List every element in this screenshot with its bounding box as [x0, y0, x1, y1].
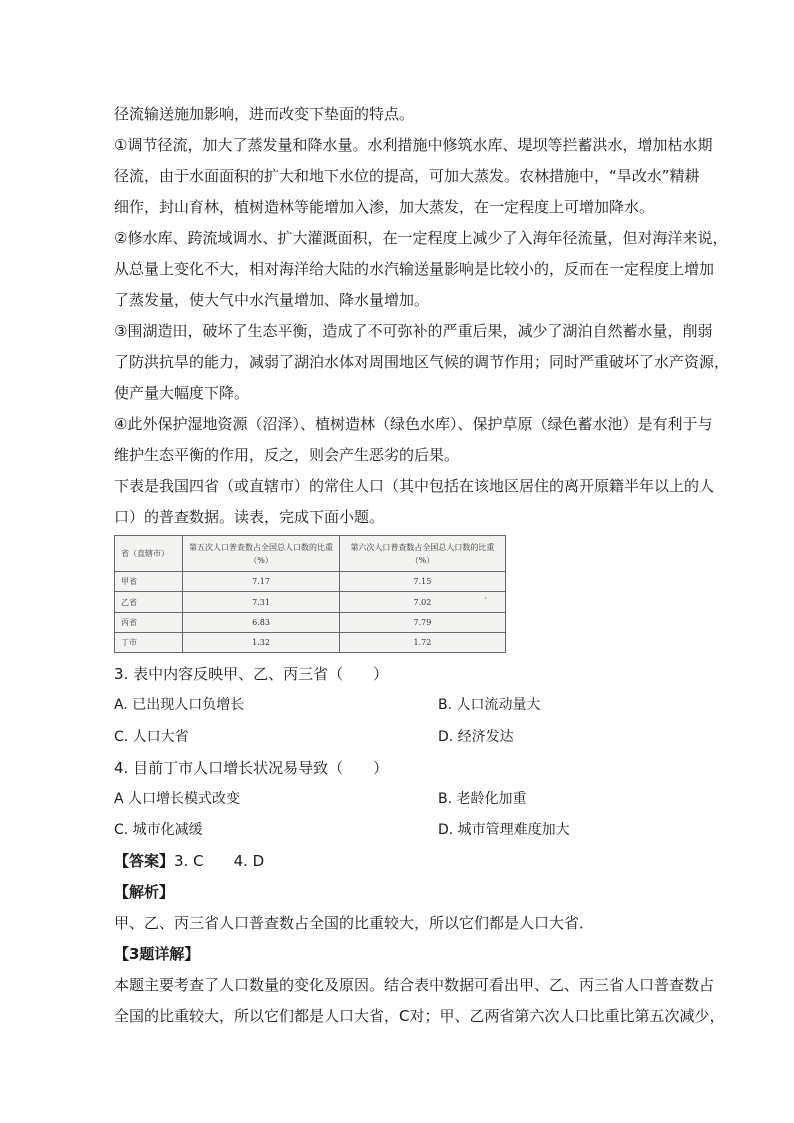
question-3-option-b: B. 人口流动量大	[438, 697, 541, 713]
paragraph-line: 使产量大幅度下降。	[114, 384, 250, 402]
answer-value: 3. C 4. D	[174, 852, 265, 870]
paragraph-line: ③围湖造田，破坏了生态平衡，造成了不可弥补的严重后果，减少了湖泊自然蓄水量，削弱	[114, 322, 713, 340]
paragraph-line: ②修水库、跨流域调水、扩大灌溉面积，在一定程度上减少了入海年径流量，但对海洋来说，	[114, 229, 728, 247]
question-3-option-d: D. 经济发达	[438, 729, 514, 745]
detail-3-line: 全国的比重较大，所以它们都是人口大省，C对；甲、乙两省第六次人口比重比第五次减少，	[114, 1007, 725, 1025]
table-cell-fifth: 7.31	[183, 592, 340, 612]
table-cell-name: 丁市	[115, 632, 183, 652]
detail-3-line: 本题主要考查了人口数量的变化及原因。结合表中数据可看出甲、乙、丙三省人口普查数占	[114, 976, 715, 994]
paragraph-line: 径流输送施加影响，进而改变下垫面的特点。	[114, 105, 415, 123]
table-cell-sixth: 7.02	[339, 592, 505, 612]
question-3-option-c: C. 人口大省	[114, 729, 189, 745]
question-4-option-a: A 人口增长模式改变	[114, 791, 241, 807]
table-cell-fifth: 1.32	[183, 632, 340, 652]
question-4-option-b: B. 老龄化加重	[438, 791, 527, 807]
paragraph-line: 了防洪抗旱的能力，减弱了湖泊水体对周围地区气候的调节作用；同时严重破坏了水产资源，	[114, 353, 730, 371]
table-cell-sixth: 7.79	[339, 612, 505, 632]
analysis-label: 【解析】	[114, 883, 175, 901]
table-cell-name: 乙省	[115, 592, 183, 612]
table-row	[115, 632, 506, 652]
table-header-province: 省（直辖市）	[115, 536, 183, 572]
population-table	[114, 535, 506, 653]
table-cell-fifth: 7.17	[183, 572, 340, 592]
table-row	[115, 612, 506, 632]
question-4-stem: 4. 目前丁市人口增长状况易导致（ ）	[114, 759, 389, 777]
paragraph-line: 了蒸发量，使大气中水汽量增加、降水量增加。	[114, 291, 430, 309]
question-4-option-c: C. 城市化减缓	[114, 822, 203, 838]
detail-3-label: 【3题详解】	[114, 945, 200, 963]
table-cell-name: 丙省	[115, 612, 183, 632]
answer-line	[114, 851, 684, 871]
analysis-text: 甲、乙、丙三省人口普查数占全国的比重较大，所以它们都是人口大省．	[114, 914, 595, 932]
question-3-stem: 3. 表中内容反映甲、乙、丙三省（ ）	[114, 665, 389, 683]
table-row	[115, 592, 506, 612]
paragraph-line: 口）的普查数据。读表，完成下面小题。	[114, 508, 385, 526]
question-4-option-d: D. 城市管理难度加大	[438, 822, 570, 838]
table-header-row	[115, 536, 506, 572]
paragraph-line: 从总量上变化不大，相对海洋给大陆的水汽输送量影响是比较小的，反而在一定程度上增加	[114, 260, 715, 278]
table-cell-sixth: 7.15	[339, 572, 505, 592]
paragraph-line: 细作，封山育林，植树造林等能增加入渗，加大蒸发，在一定程度上可增加降水。	[114, 198, 655, 216]
table-cell-fifth: 6.83	[183, 612, 340, 632]
table-header-fifth-census: 第五次人口普查数占全国总人口数的比重（%）	[183, 536, 340, 572]
paragraph-line: 维护生态平衡的作用，反之，则会产生恶劣的后果。	[114, 446, 460, 464]
paragraph-line: 径流，由于水面面积的扩大和地下水位的提高，可加大蒸发。农林措施中，“旱改水”精耕	[114, 167, 700, 185]
scan-speck: `	[484, 597, 488, 606]
table-cell-name: 甲省	[115, 572, 183, 592]
question-3-option-a: A. 已出现人口负增长	[114, 697, 245, 713]
paragraph-line: 下表是我国四省（或直辖市）的常住人口（其中包括在该地区居住的离开原籍半年以上的人	[114, 477, 715, 495]
paragraph-line: ①调节径流，加大了蒸发量和降水量。水利措施中修筑水库、堤坝等拦蓄洪水，增加枯水期	[114, 136, 713, 154]
table-row	[115, 572, 506, 592]
answer-label: 【答案】	[114, 852, 175, 870]
paragraph-line: ④此外保护湿地资源（沼泽）、植树造林（绿色水库）、保护草原（绿色蓄水池）是有利于与	[114, 415, 713, 433]
table-cell-sixth: 1.72	[339, 632, 505, 652]
table-header-sixth-census: 第六次人口普查数占全国总人口数的比重（%）	[339, 536, 505, 572]
